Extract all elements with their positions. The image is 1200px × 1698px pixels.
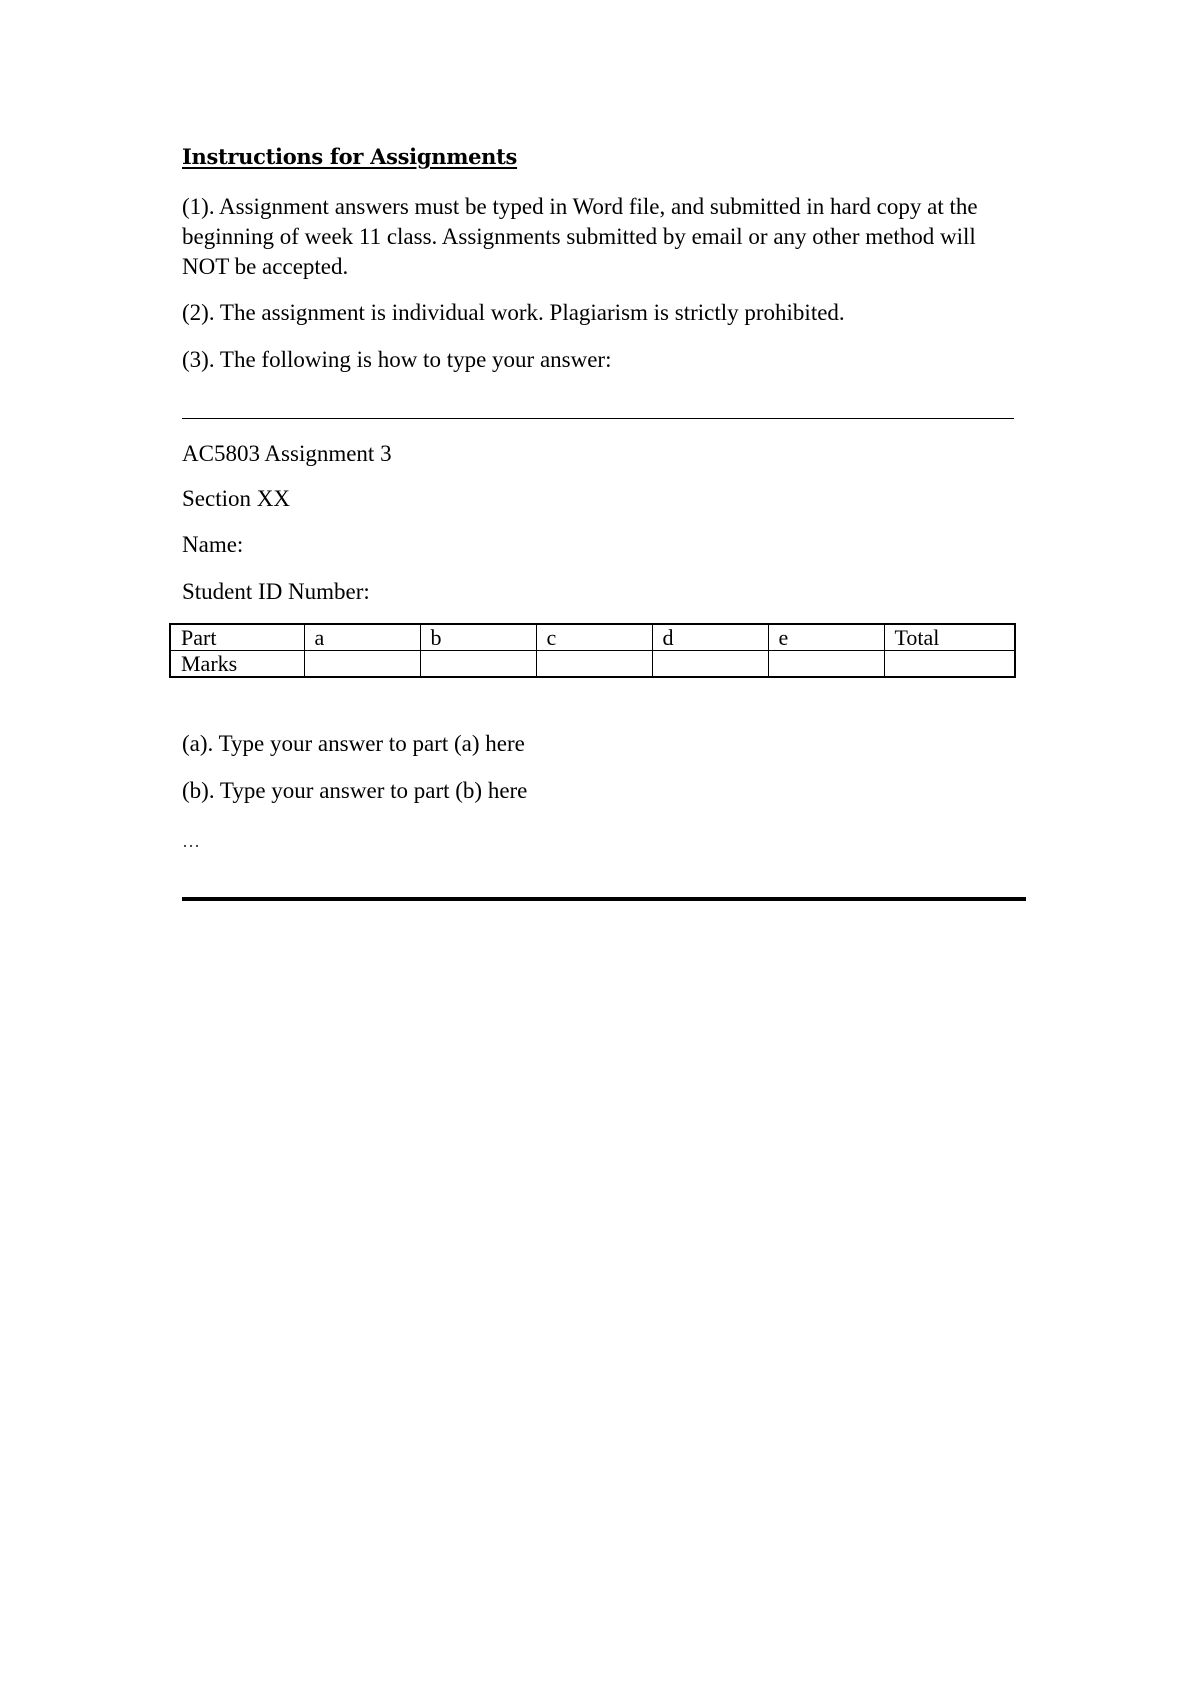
instruction-2: (2). The assignment is individual work. Plagiarism is strictly prohibited. [182, 300, 845, 325]
instructions-heading: Instructions for Assignments [182, 144, 518, 169]
course-line: AC5803 Assignment 3 [182, 441, 392, 466]
table-cell-e: e [768, 624, 884, 651]
table-cell-mark-total [884, 651, 1015, 678]
instruction-3: (3). The following is how to type your answer: [182, 347, 612, 372]
table-cell-mark-c [536, 651, 652, 678]
student-id-line: Student ID Number: [182, 579, 370, 604]
section-line: Section XX [182, 486, 290, 511]
table-cell-mark-b [420, 651, 536, 678]
table-cell-total: Total [884, 624, 1015, 651]
marks-table-header-row [170, 624, 1015, 651]
table-cell-mark-e [768, 651, 884, 678]
name-line: Name: [182, 532, 244, 557]
template-bottom-rule [182, 897, 1026, 901]
table-cell-d: d [652, 624, 768, 651]
table-cell-a: a [304, 624, 420, 651]
instruction-1: (1). Assignment answers must be typed in Word file, and submitted in hard copy at the beginning of week 11 class. Assignments submitted by email or any other method will NOT be accepted. [182, 194, 978, 279]
marks-table [169, 623, 1016, 678]
table-cell-b: b [420, 624, 536, 651]
table-cell-part: Part [170, 624, 304, 651]
table-cell-c: c [536, 624, 652, 651]
marks-table-marks-row [170, 651, 1015, 678]
table-cell-mark-a [304, 651, 420, 678]
answer-b-line: (b). Type your answer to part (b) here [182, 778, 528, 803]
table-cell-marks: Marks [170, 651, 304, 678]
answer-a-line: (a). Type your answer to part (a) here [182, 731, 525, 756]
ellipsis-line: … [182, 831, 202, 851]
table-cell-mark-d [652, 651, 768, 678]
template-top-rule [182, 418, 1014, 419]
